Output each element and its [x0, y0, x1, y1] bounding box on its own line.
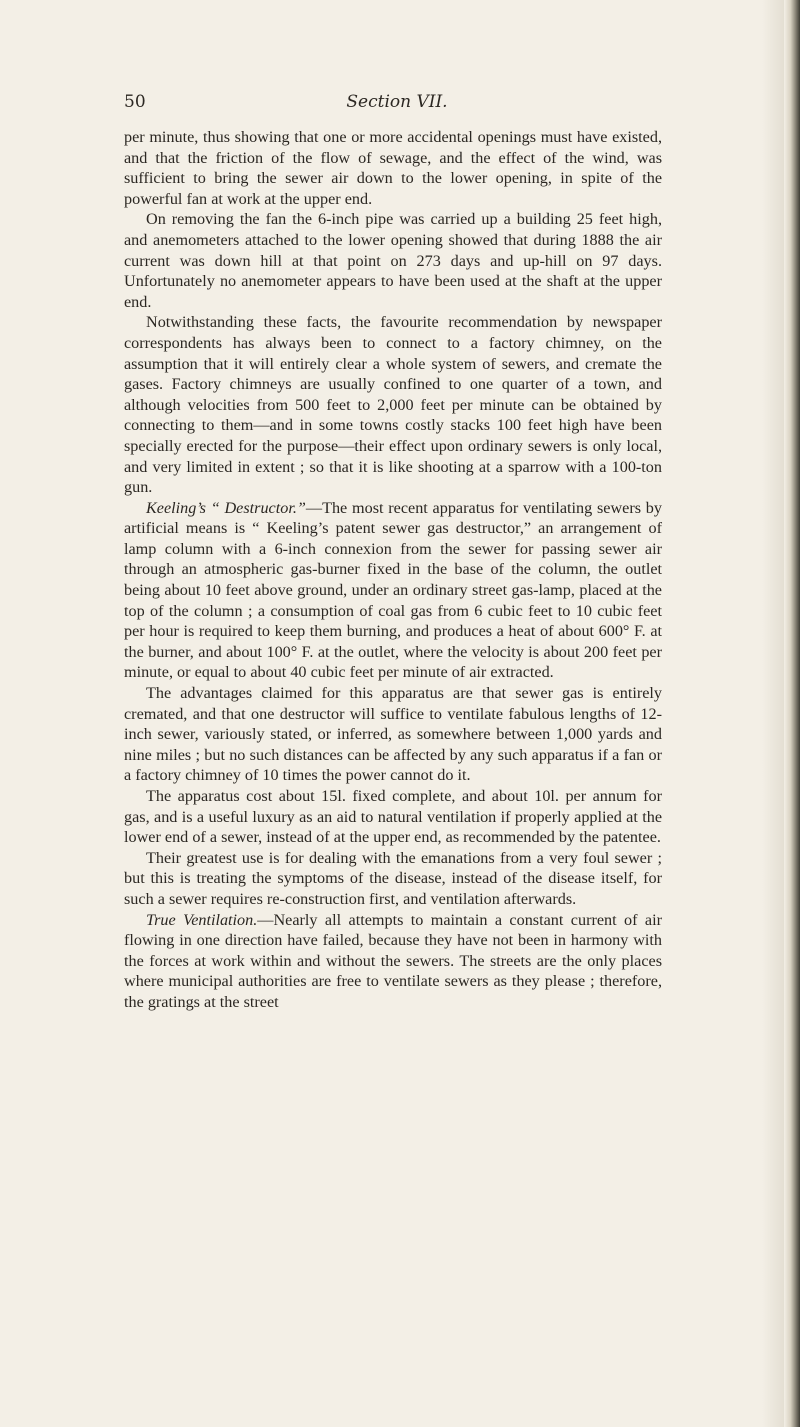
paragraph-text: On removing the fan the 6-inch pipe was carried up a building 25 feet high, and anemometers attached to the lower opening showed that during 1888 the air current was down hill at that point on 273 days and up-hill on 97 days. Unfortunately no anemometer appears to have been used at the shaft at the upper end. [124, 210, 662, 311]
body-text [124, 127, 662, 1013]
paragraph-text: —The most recent apparatus for ventilating sewers by artificial means is “ Keeling’s patent sewer gas destructor,” an arrangement of lamp column with a 6-inch connexion from the sewer for passing sewer air through an atmospheric gas-burner fixed in the base of the column, the outlet being about 10 feet above ground, under an ordinary street gas-lamp, placed at the top of the column ; a consumption of coal gas from 6 cubic feet to 10 cubic feet per hour is required to keep them burning, and produces a heat of about 600° F. at the burner, and about 100° F. at the outlet, where the velocity is about 200 feet per minute, or equal to about 40 cubic feet per minute of air extracted. [124, 498, 662, 682]
paragraph [124, 209, 662, 312]
running-head: Section VII. [346, 92, 448, 112]
page-edge-shadow [762, 0, 784, 1427]
paragraph-text: The advantages claimed for this apparatus are that sewer gas is entirely cremated, and that one destructor will suffice to ventilate fabulous lengths of 12-inch sewer, variously stated, or inferred, as somewhere between 1,000 yards and nine miles ; but no such distances can be affected by any such apparatus if a fan or a factory chimney of 10 times the power cannot do it. [124, 684, 662, 785]
paragraph-text: The apparatus cost about 15l. fixed complete, and about 10l. per annum for gas, and is a useful luxury as an aid to natural ventilation if properly applied at the lower end of a sewer, instead of at the upper end, as recommended by the patentee. [124, 787, 662, 847]
paragraph [124, 127, 662, 209]
paragraph [124, 498, 662, 683]
section-heading: True Ventilation. [146, 910, 258, 929]
paragraph-text: —Nearly all attempts to maintain a constant current of air flowing in one direction have failed, because they have not been in harmony with the forces at work within and without the sewers. The streets are the only places where municipal authorities are free to ventilate sewers as they please ; therefore, the gratings at the street [124, 910, 663, 1011]
paragraph-text: per minute, thus showing that one or more accidental openings must have existed, and that the friction of the flow of sewage, and the effect of the wind, was sufficient to bring the sewer air down to the lower opening, in spite of the powerful fan at work at the upper end. [124, 128, 662, 208]
paragraph [124, 910, 662, 1013]
page-number: 50 [124, 92, 146, 112]
paragraph [124, 848, 662, 910]
page-edge [784, 0, 800, 1427]
paragraph-text: Notwithstanding these facts, the favourite recommendation by newspaper correspondents has always been to connect to a factory chimney, on the assumption that it will entirely clear a whole system of sewers, and cremate the gases. Factory chimneys are usually confined to one quarter of a town, and although velocities from 500 feet to 2,000 feet per minute can be obtained by connecting to them—and in some towns costly stacks 100 feet high have been specially erected for the purpose—their effect upon ordinary sewers is only local, and very limited in extent ; so that it is like shooting at a sparrow with a 100-ton gun. [124, 313, 662, 497]
paragraph [124, 312, 662, 497]
section-heading: Keeling’s “ Destructor.” [146, 498, 306, 517]
page-header [124, 92, 670, 116]
paragraph [124, 683, 662, 786]
paragraph [124, 786, 662, 848]
paragraph-text: Their greatest use is for dealing with the emanations from a very foul sewer ; but this is treating the symptoms of the disease, instead of the disease itself, for such a sewer requires re-construction first, and ventilation afterwards. [124, 848, 662, 908]
